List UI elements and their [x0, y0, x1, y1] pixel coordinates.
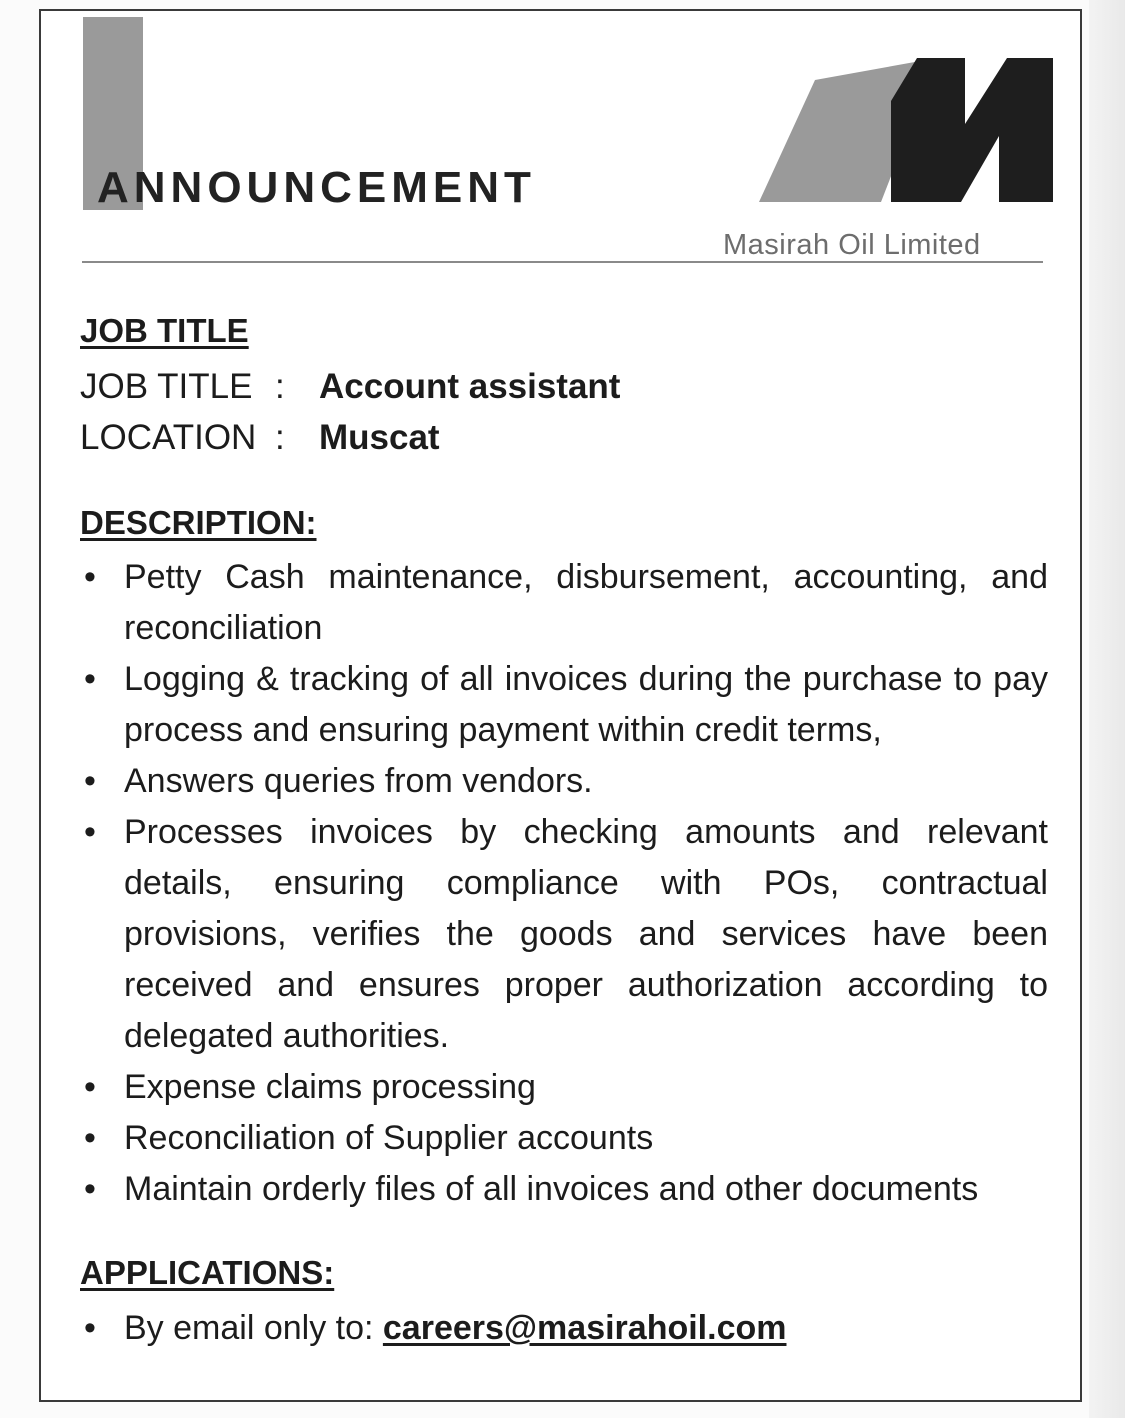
bullet-icon: •: [84, 1068, 96, 1107]
job-title-value: Account assistant: [319, 366, 621, 406]
description-item: [80, 807, 1048, 1062]
location-row: [80, 412, 1048, 463]
company-name: Masirah Oil Limited: [723, 229, 981, 261]
bullet-icon: •: [84, 558, 96, 597]
description-item-text: Expense claims processing: [124, 1068, 536, 1107]
description-item: [80, 654, 1048, 756]
job-title-heading: JOB TITLE: [80, 312, 249, 349]
logo-dark-m: [891, 58, 1053, 202]
masirah-m-logo-icon: [709, 26, 1074, 226]
description-item-text: Logging & tracking of all invoices during the purchase to pay process and ensuring payment within credit terms,: [124, 660, 1048, 750]
job-title-colon: :: [275, 366, 285, 406]
bullet-icon: •: [84, 762, 96, 801]
description-item-text: Answers queries from vendors.: [124, 762, 593, 801]
bullet-icon: •: [84, 1308, 96, 1347]
description-item: [80, 1164, 1048, 1215]
bullet-icon: •: [84, 813, 96, 852]
header-divider: [82, 261, 1043, 263]
job-details: [80, 361, 1048, 463]
description-item-text: Reconciliation of Supplier accounts: [124, 1119, 654, 1158]
careers-email-link[interactable]: careers@masirahoil.com: [382, 1308, 787, 1347]
description-item-text: Processes invoices by checking amounts and relevant details, ensuring compliance with POs, contractual provisions, verifies the goods and services have been received and ensures proper authorization according to delegated authorities.: [124, 813, 1048, 1056]
content: [80, 311, 1048, 1354]
bullet-icon: •: [84, 1119, 96, 1158]
location-value: Muscat: [319, 417, 440, 457]
description-item: [80, 1062, 1048, 1113]
description-item-text: Petty Cash maintenance, disbursement, accounting, and reconciliation: [124, 558, 1048, 648]
description-list: [80, 552, 1048, 1215]
bullet-icon: •: [84, 660, 96, 699]
company-logo: [709, 26, 1074, 271]
applications-item: [80, 1303, 1048, 1354]
description-heading: DESCRIPTION:: [80, 503, 317, 541]
page-edge-shade: [1089, 0, 1125, 1418]
applications-heading: APPLICATIONS:: [80, 1254, 335, 1292]
announcement-frame: [39, 9, 1082, 1402]
job-title-row: [80, 361, 1048, 412]
description-item-text: Maintain orderly files of all invoices and other documents: [124, 1170, 979, 1209]
description-item: [80, 756, 1048, 807]
job-title-label: JOB TITLE: [80, 366, 253, 406]
description-item: [80, 1113, 1048, 1164]
applications-list: [80, 1303, 1048, 1354]
location-colon: :: [275, 417, 285, 457]
announcement-title: ANNOUNCEMENT: [97, 163, 536, 212]
description-item: [80, 552, 1048, 654]
bullet-icon: •: [84, 1170, 96, 1209]
applications-prefix: By email only to:: [124, 1308, 383, 1347]
location-label: LOCATION: [80, 417, 257, 457]
